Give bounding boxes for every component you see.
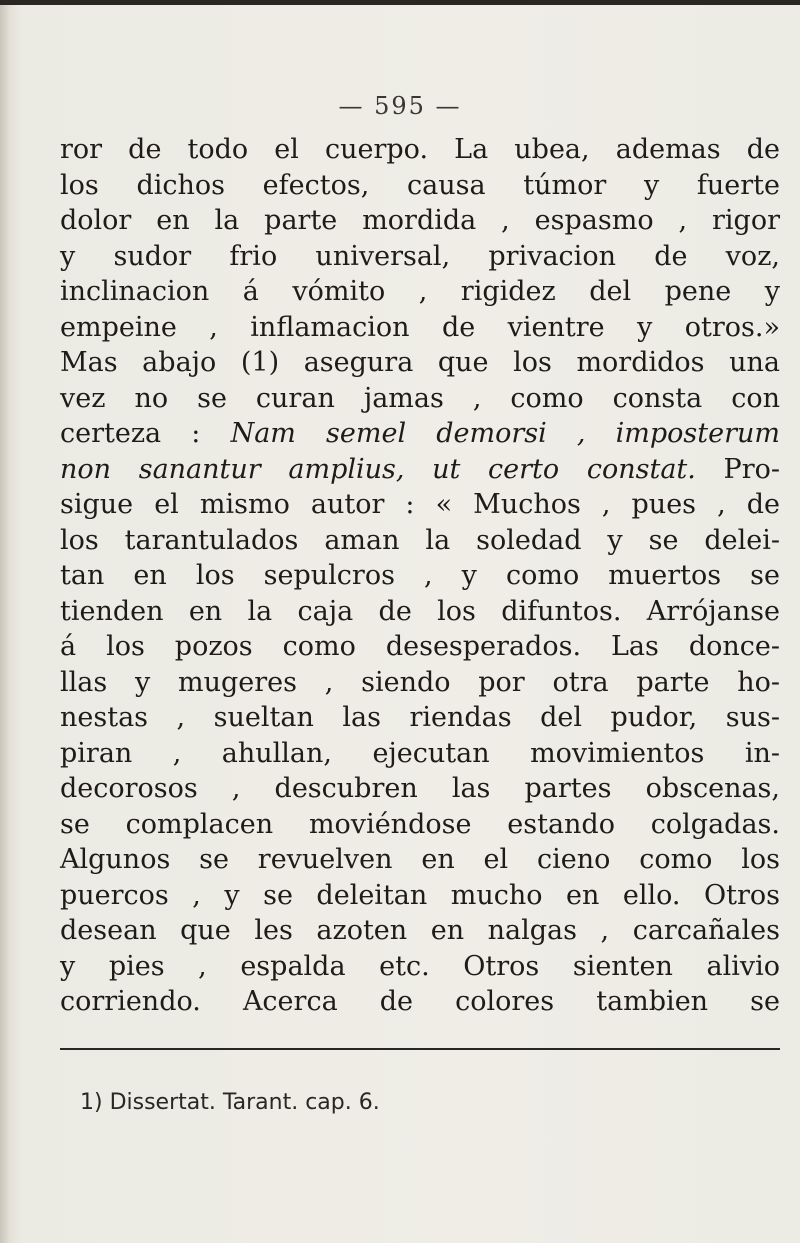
- text-run: vez no se curan jamas , como consta con: [60, 382, 780, 414]
- italic-text: Nam semel demorsi , imposterum: [230, 418, 780, 449]
- text-run: los tarantulados aman la soledad y se delei-: [60, 524, 780, 556]
- text-run: los dichos efectos, causa túmor y fuerte: [60, 169, 780, 201]
- text-run: inclinacion á vómito , rigidez del pene y: [60, 276, 780, 307]
- text-line: [60, 203, 780, 239]
- text-line: [60, 523, 780, 559]
- text-line: [60, 452, 780, 488]
- text-line: [60, 736, 780, 772]
- text-line: [60, 381, 780, 417]
- text-line: [60, 487, 780, 523]
- text-line: [60, 629, 780, 665]
- text-line: [60, 700, 780, 736]
- text-run: empeine , inflamacion de vientre y otros.»: [60, 311, 780, 343]
- text-line: [60, 913, 780, 949]
- text-line: [60, 594, 780, 630]
- text-run: dolor en la parte mordida , espasmo , rigor: [60, 205, 780, 236]
- text-line: [60, 878, 780, 914]
- text-run: llas y mugeres , siendo por otra parte ho-: [60, 666, 780, 698]
- text-line: [60, 842, 780, 878]
- text-line: [60, 949, 780, 985]
- text-line: [60, 168, 780, 204]
- text-line: [60, 239, 780, 275]
- text-run: desean que les azoten en nalgas , carcañales: [60, 915, 780, 946]
- text-line: [60, 558, 780, 594]
- text-line: [60, 771, 780, 807]
- text-line: [60, 274, 780, 310]
- text-run: y pies , espalda etc. Otros sienten alivio: [60, 950, 780, 982]
- text-run: piran , ahullan, ejecutan movimientos in-: [60, 737, 780, 769]
- text-line: [60, 984, 780, 1020]
- text-run: Algunos se revuelven en el cieno como los: [60, 844, 780, 875]
- text-run: Mas abajo (1) asegura que los mordidos una: [60, 347, 780, 378]
- footnote-rule: [60, 1048, 780, 1050]
- body-text: [60, 132, 780, 1020]
- text-run: se complacen moviéndose estando colgadas.: [60, 808, 780, 840]
- page-top-edge: [0, 0, 800, 5]
- text-run: y sudor frio universal, privacion de voz,: [60, 240, 780, 272]
- text-run: á los pozos como desesperados. Las donce-: [60, 631, 780, 662]
- text-line: [60, 345, 780, 381]
- footnote: 1) Dissertat. Tarant. cap. 6.: [80, 1090, 380, 1115]
- text-run: ror de todo el cuerpo. La ubea, ademas de: [60, 134, 780, 165]
- text-run: tienden en la caja de los difuntos. Arrójanse: [60, 595, 780, 627]
- italic-text: non sanantur amplius, ut certo constat.: [60, 453, 696, 485]
- text-line: [60, 310, 780, 346]
- text-line: [60, 132, 780, 168]
- text-line: [60, 665, 780, 701]
- text-run: nestas , sueltan las riendas del pudor, sus-: [60, 702, 780, 733]
- page-number: — 595 —: [338, 92, 462, 120]
- text-line: [60, 807, 780, 843]
- text-line: [60, 416, 780, 452]
- text-run: certeza :: [60, 418, 231, 449]
- text-run: sigue el mismo autor : « Muchos , pues , de: [60, 489, 780, 520]
- text-run: puercos , y se deleitan mucho en ello. Otros: [60, 879, 780, 911]
- text-run: corriendo. Acerca de colores tambien se: [60, 986, 780, 1017]
- text-run: Pro-: [695, 453, 780, 485]
- text-run: decorosos , descubren las partes obscenas,: [60, 773, 780, 804]
- text-run: tan en los sepulcros , y como muertos se: [60, 560, 780, 591]
